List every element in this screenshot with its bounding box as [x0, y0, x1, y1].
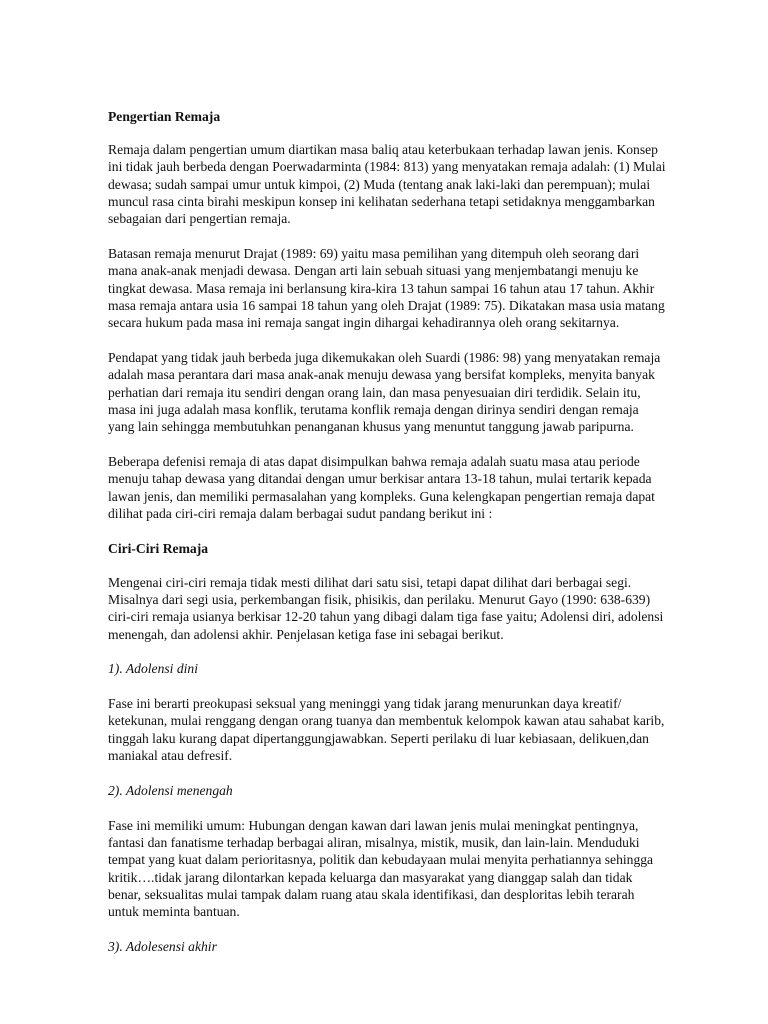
paragraph-7: Fase ini memiliki umum: Hubungan dengan kawan dari lawan jenis mulai meningkat pentingnya, fantasi dan fanatisme terhadap berbagai aliran, misalnya, mistik, musik, dan lain-lain. Menduduki tempat yang kuat dalam perioritasnya, politik dan kebudayaan mulai menyita perhatiannya sehingga kritik….tidak jarang dilontarkan kepada keluarga dan masyarakat yang dianggap salah dan tidak benar, seksualitas mulai tampak dalam ruang atau skala identifikasi, dan desploritas lebih terarah untuk meminta bantuan.: [108, 817, 654, 920]
subheading-adolesensi-akhir: 3). Adolesensi akhir: [108, 938, 217, 954]
paragraph-2: Batasan remaja menurut Drajat (1989: 69) yaitu masa pemilihan yang ditempuh oleh seorang dari mana anak-anak menjadi dewasa. Dengan arti lain sebuah situasi yang menjembatangi menuju ke tingkat dewasa. Masa remaja ini berlansung kira-kira 13 tahun sampai 16 tahun atau 17 tahun. Akhir masa remaja antara usia 16 sampai 18 tahun yang oleh Drajat (1989: 75). Dikatakan masa usia matang secara hukum pada masa ini remaja sangat ingin dihargai kehadirannya oleh orang sekitarnya.: [108, 245, 665, 331]
paragraph-6: Fase ini berarti preokupasi seksual yang meninggi yang tidak jarang menurunkan daya kreatif/ ketekunan, mulai renggang dengan orang tuanya dan membentuk kelompok kawan atau sahabat karib, tinggah laku kurang dapat dipertanggungjawabkan. Seperti perilaku di luar kebiasaan, delikuen,dan maniakal atau defresif.: [108, 696, 665, 764]
paragraph-5: Mengenai ciri-ciri remaja tidak mesti dilihat dari satu sisi, tetapi dapat dilihat dari berbagai segi. Misalnya dari segi usia, perkembangan fisik, phisikis, dan perilaku. Menurut Gayo (1990: 638-639) ciri-ciri remaja usianya berkisar 12-20 tahun yang dibagi dalam tiga fase yaitu; Adolensi diri, adolensi menengah, dan adolensi akhir. Penjelasan ketiga fase ini sebagai berikut.: [108, 574, 664, 642]
section-heading-ciri-ciri: Ciri-Ciri Remaja: [108, 540, 209, 556]
subheading-adolensi-dini: 1). Adolensi dini: [108, 661, 198, 677]
document-body: [108, 108, 668, 955]
paragraph-4: Beberapa defenisi remaja di atas dapat disimpulkan bahwa remaja adalah suatu masa atau periode menuju tahap dewasa yang ditandai dengan umur berkisar antara 13-18 tahun, mulai tertarik kepada lawan jenis, dan memiliki permasalahan yang kompleks. Guna kelengkapan pengertian remaja dapat dilihat pada ciri-ciri remaja dalam berbagai sudut pandang berikut ini :: [108, 453, 655, 521]
section-heading-pengertian: Pengertian Remaja: [108, 109, 221, 124]
paragraph-1: Remaja dalam pengertian umum diartikan masa baliq atau keterbukaan terhadap lawan jenis. Konsep ini tidak jauh berbeda dengan Poerwadarminta (1984: 813) yang menyatakan remaja adalah: (1) Mulai dewasa; sudah sampai umur untuk kimpoi, (2) Muda (tentang anak laki-laki dan perempuan); mulai muncul rasa cinta birahi meskipun konsep ini kelihatan sederhana tetapi setidaknya menggambarkan sebagaian dari pengertian remaja.: [108, 142, 666, 227]
paragraph-3: Pendapat yang tidak jauh berbeda juga dikemukakan oleh Suardi (1986: 98) yang menyatakan remaja adalah masa perantara dari masa anak-anak menuju dewasa yang bersifat kompleks, menyita banyak perhatian dari remaja itu sendiri dengan orang lain, dan masa penyesuaian diri terdidik. Selain itu, masa ini juga adalah masa konflik, terutama konflik remaja dengan dirinya sendiri dengan remaja yang lain sehingga membutuhkan penanganan khusus yang menuntut tanggung jawab paripurna.: [108, 349, 661, 435]
subheading-adolensi-menengah: 2). Adolensi menengah: [108, 782, 233, 798]
